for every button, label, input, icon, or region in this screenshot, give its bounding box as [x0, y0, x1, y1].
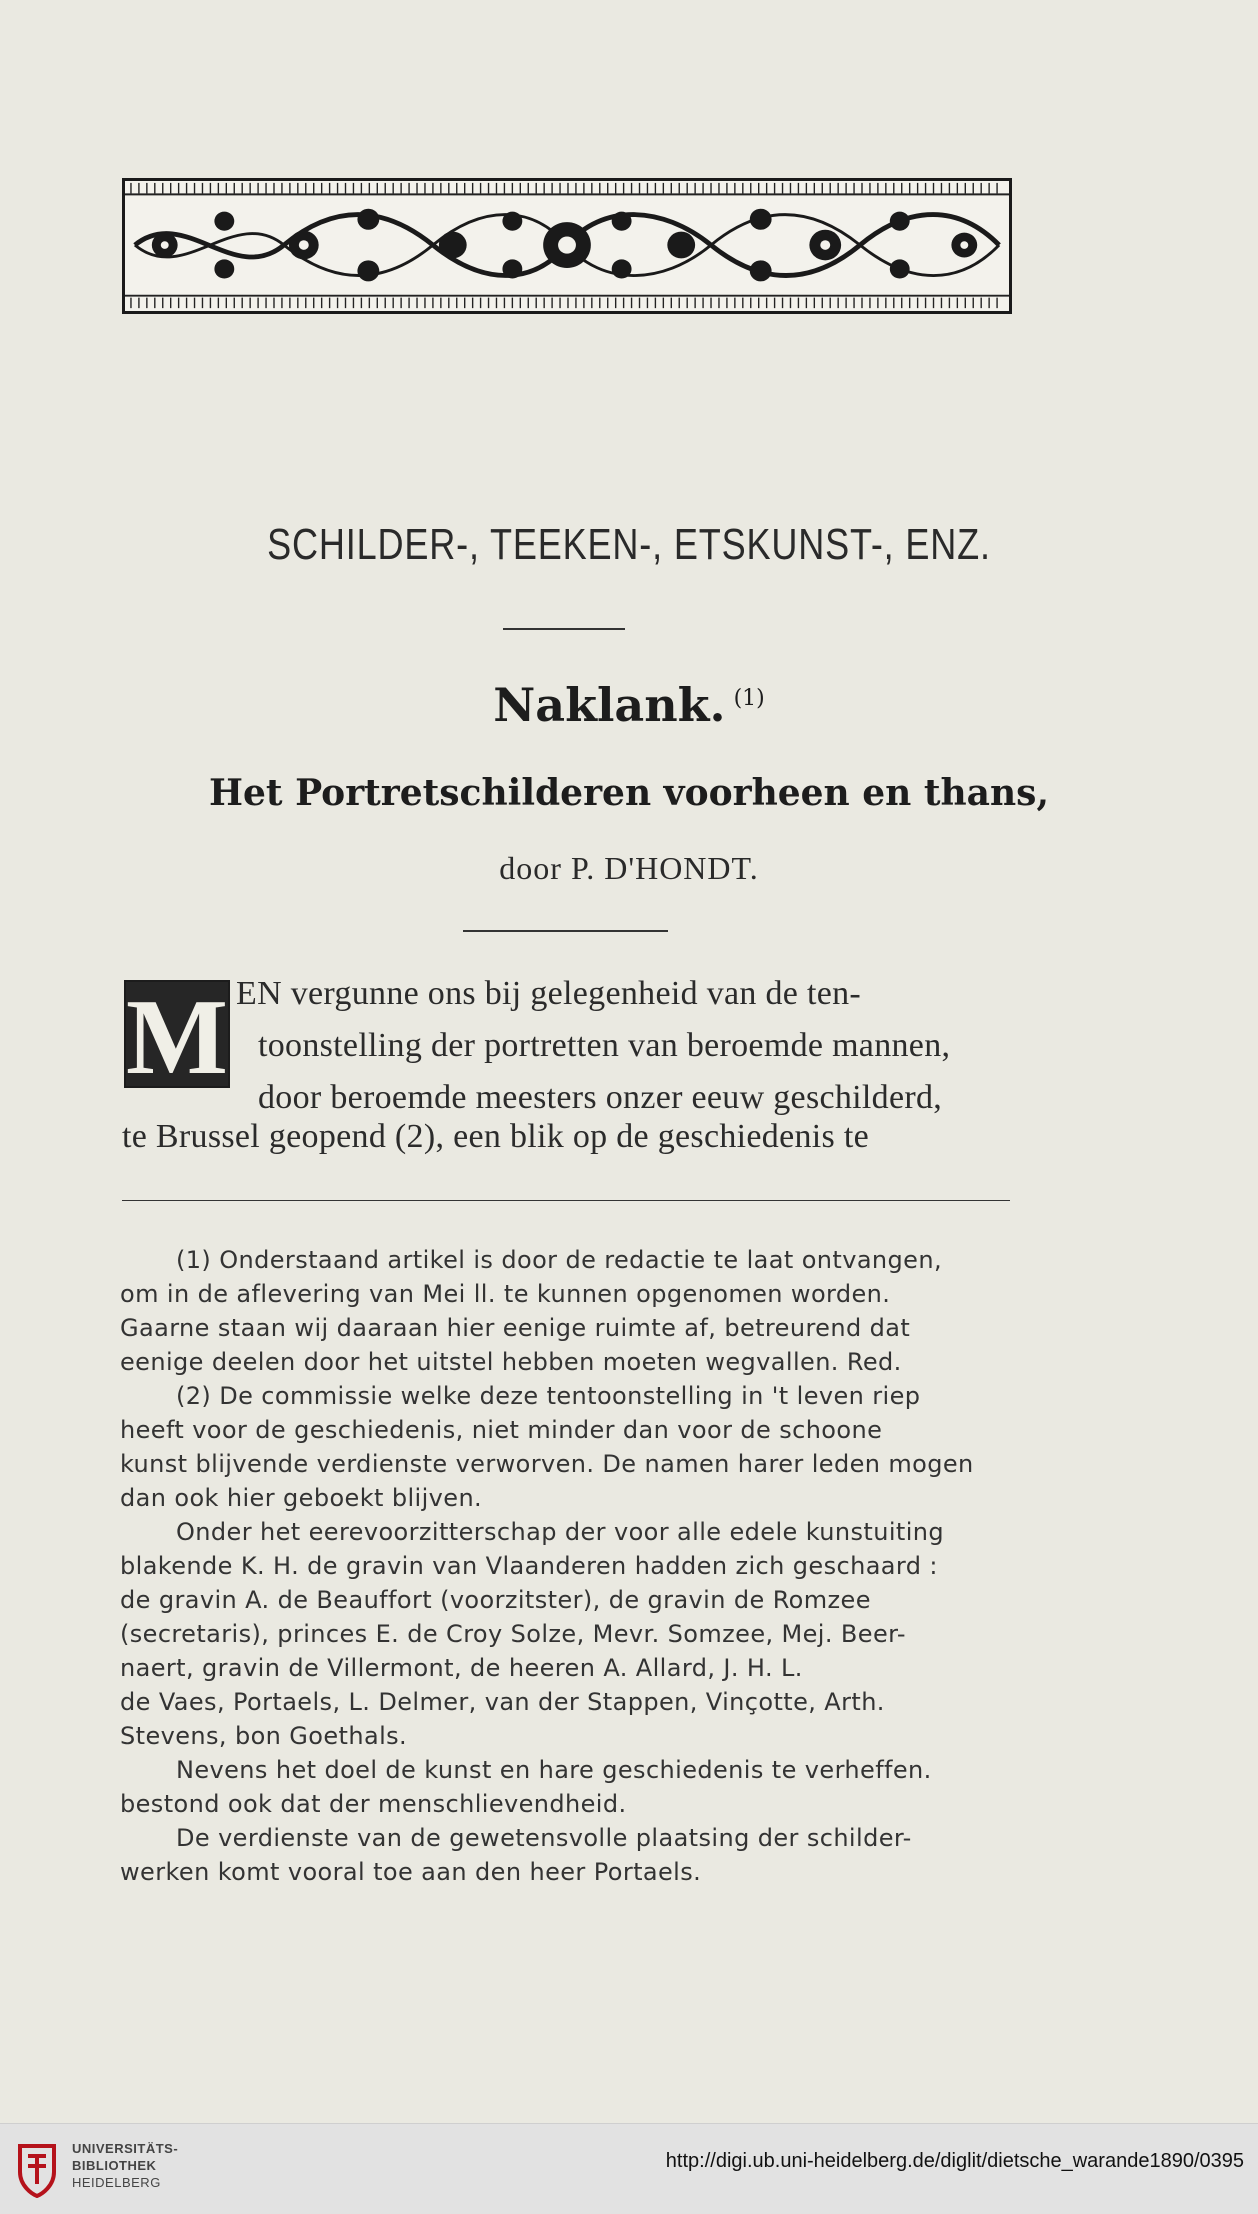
- footnote-line: de Vaes, Portaels, L. Delmer, van der Stappen, Vinçotte, Arth.: [120, 1688, 885, 1716]
- footnote-line: (2) De commissie welke deze tentoonstelling in 't leven riep: [176, 1382, 921, 1410]
- footnote-line: dan ook hier geboekt blijven.: [120, 1484, 483, 1512]
- footnote-separator: [122, 1200, 1010, 1201]
- footnote-line: De verdienste van de gewetensvolle plaatsing der schilder-: [176, 1824, 912, 1852]
- footnote-line: Onder het eerevoorzitterschap der voor alle edele kunstuiting: [176, 1518, 945, 1546]
- footnote-line: naert, gravin de Villermont, de heeren A. Allard, J. H. L.: [120, 1654, 803, 1682]
- body-line: door beroemde meesters onzer eeuw geschilderd,: [258, 1079, 943, 1116]
- footnote-ref: (1): [733, 685, 765, 711]
- footnote-line: eenige deelen door het uitstel hebben moeten wegvallen. Red.: [120, 1348, 902, 1376]
- body-line: te Brussel geopend (2), een blik op de geschiedenis te: [122, 1118, 869, 1155]
- section-title: SCHILDER-, TEEKEN-, ETSKUNST-, ENZ.: [267, 520, 991, 569]
- byline-divider: [463, 930, 668, 932]
- body-line: toonstelling der portretten van beroemde mannen,: [258, 1027, 951, 1064]
- library-name-line: HEIDELBERG: [72, 2175, 161, 2190]
- library-name: [72, 2140, 178, 2191]
- body-line: EN vergunne ons bij gelegenheid van de ten-: [236, 975, 862, 1012]
- footnote-line: (secretaris), princes E. de Croy Solze, Mevr. Somzee, Mej. Beer-: [120, 1620, 906, 1648]
- article-subtitle: Het Portretschilderen voorheen en thans,: [209, 772, 1049, 814]
- footnote-line: Nevens het doel de kunst en hare geschiedenis te verheffen.: [176, 1756, 932, 1784]
- drop-cap-letter: M: [126, 978, 228, 1097]
- footnote-line: kunst blijvende verdienste verworven. De namen harer leden mogen: [120, 1450, 974, 1478]
- footnote-line: om in de aflevering van Mei ll. te kunnen opgenomen worden.: [120, 1280, 891, 1308]
- footnote-line: werken komt vooral toe aan den heer Portaels.: [120, 1858, 702, 1886]
- article-title-text: Naklank.: [493, 678, 726, 732]
- article-byline: door P. D'HONDT.: [499, 850, 759, 886]
- footnote-line: blakende K. H. de gravin van Vlaanderen hadden zich geschaard :: [120, 1552, 938, 1580]
- ornamental-header-band: [122, 178, 1012, 314]
- library-name-line: UNIVERSITÄTS-: [72, 2141, 179, 2156]
- library-name-line: BIBLIOTHEK: [72, 2158, 157, 2173]
- footnote-line: (1) Onderstaand artikel is door de redactie te laat ontvangen,: [176, 1246, 942, 1274]
- floral-ornament-icon: [125, 181, 1009, 311]
- title-divider: [503, 628, 625, 630]
- university-library-logo-icon[interactable]: [14, 2138, 60, 2198]
- viewer-footer: [0, 2123, 1258, 2214]
- footnote-line: heeft voor de geschiedenis, niet minder dan voor de schoone: [120, 1416, 883, 1444]
- drop-cap-initial: [124, 978, 230, 1097]
- footnote-line: Stevens, bon Goethals.: [120, 1722, 408, 1750]
- article-title: [0, 678, 1258, 732]
- footnote-line: de gravin A. de Beauffort (voorzitster), de gravin de Romzee: [120, 1586, 871, 1614]
- footnote-line: Gaarne staan wij daaraan hier eenige ruimte af, betreurend dat: [120, 1314, 911, 1342]
- permalink-url[interactable]: http://digi.ub.uni-heidelberg.de/diglit/dietsche_warande1890/0395: [665, 2150, 1244, 2172]
- footnote-line: bestond ook dat der menschlievendheid.: [120, 1790, 627, 1818]
